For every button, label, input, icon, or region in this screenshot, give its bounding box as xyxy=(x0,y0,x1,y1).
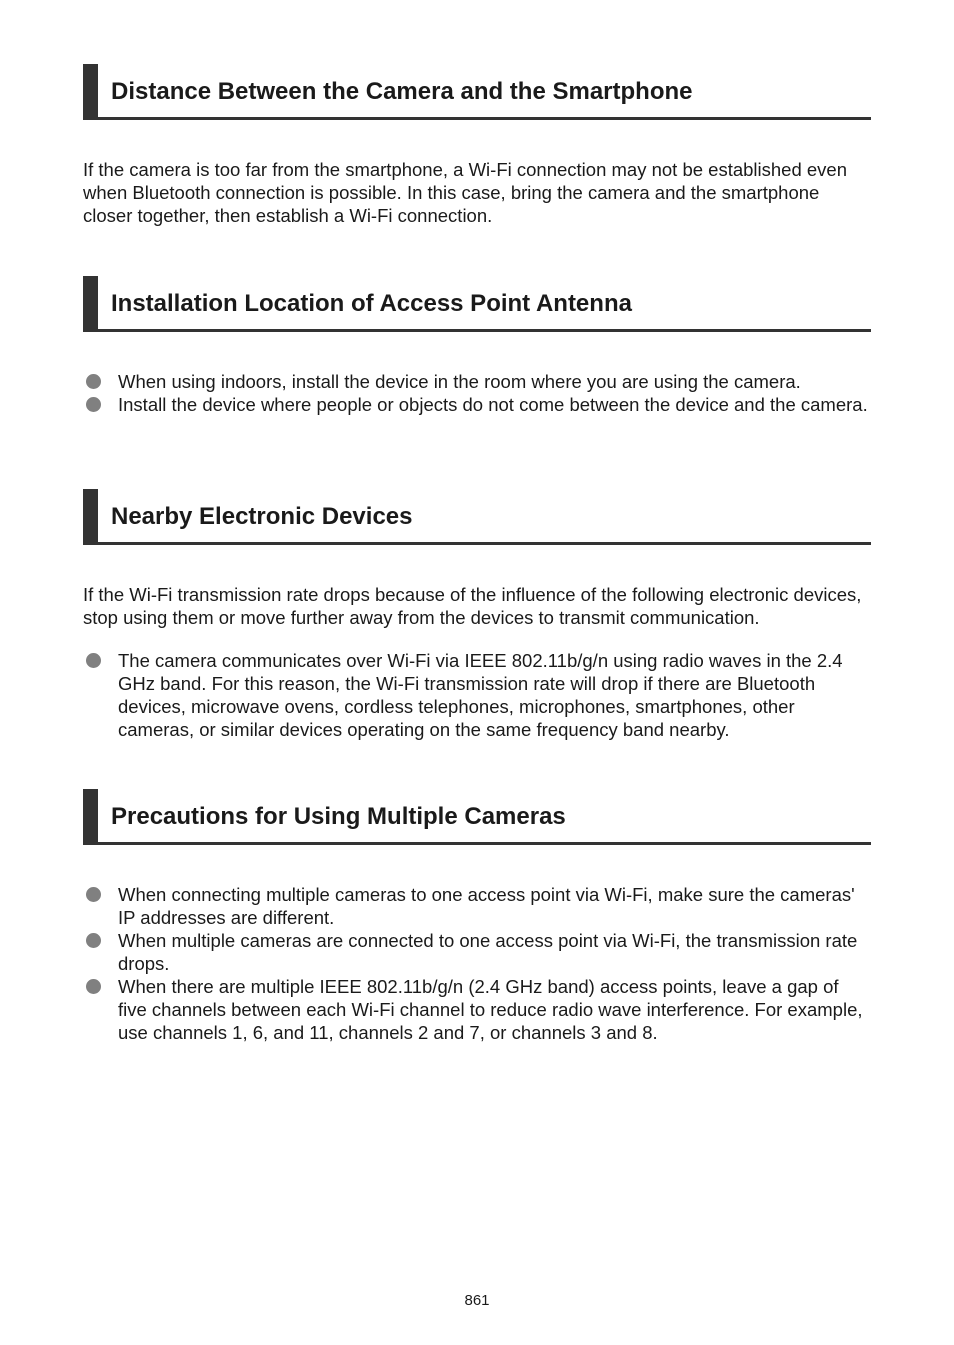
list-item-text: When using indoors, install the device in the room where you are using the camera. xyxy=(118,371,801,392)
list-item xyxy=(83,370,871,393)
section-paragraph: If the camera is too far from the smartphone, a Wi-Fi connection may not be established even when Bluetooth connection is possible. In this case, bring the camera and the smartphone closer together, then establish a Wi-Fi connection. xyxy=(83,159,848,226)
list-item xyxy=(83,393,871,416)
section-title: Installation Location of Access Point Antenna xyxy=(111,290,632,317)
bullet-icon xyxy=(86,374,101,389)
section-title: Distance Between the Camera and the Smartphone xyxy=(111,78,693,105)
section-nearby-devices xyxy=(83,489,871,741)
heading-bar xyxy=(83,64,98,120)
section-heading xyxy=(83,276,871,332)
heading-bar xyxy=(83,276,98,332)
bullet-icon xyxy=(86,653,101,668)
bullet-icon xyxy=(86,933,101,948)
section-heading xyxy=(83,64,871,120)
list-item-text: When there are multiple IEEE 802.11b/g/n (2.4 GHz band) access points, leave a gap of five channels between each Wi-Fi channel to reduce radio wave interference. For example, use channels 1, 6, and 11, channels 2 and 7, or channels 3 and 8. xyxy=(118,976,863,1043)
list-item-text: When multiple cameras are connected to one access point via Wi-Fi, the transmission rate drops. xyxy=(118,930,858,974)
list-item xyxy=(83,929,871,975)
section-title: Nearby Electronic Devices xyxy=(111,503,413,530)
bullet-list xyxy=(83,649,871,741)
section-multiple-cameras xyxy=(83,789,871,1044)
section-heading xyxy=(83,489,871,545)
heading-bar xyxy=(83,789,98,845)
list-item-text: When connecting multiple cameras to one access point via Wi-Fi, make sure the cameras' IP addresses are different. xyxy=(118,884,855,928)
heading-bar xyxy=(83,489,98,545)
bullet-icon xyxy=(86,979,101,994)
section-heading xyxy=(83,789,871,845)
list-item xyxy=(83,975,871,1044)
section-title: Precautions for Using Multiple Cameras xyxy=(111,803,566,830)
bullet-list xyxy=(83,883,871,1044)
section-distance xyxy=(83,64,871,227)
list-item xyxy=(83,649,871,741)
section-paragraph: If the Wi-Fi transmission rate drops because of the influence of the following electronic devices, stop using them or move further away from the devices to transmit communication. xyxy=(83,584,862,628)
bullet-list xyxy=(83,370,871,416)
page-number: 861 xyxy=(464,1292,490,1309)
list-item-text: Install the device where people or objects do not come between the device and the camera. xyxy=(118,394,868,415)
bullet-icon xyxy=(86,887,101,902)
list-item xyxy=(83,883,871,929)
bullet-icon xyxy=(86,397,101,412)
list-item-text: The camera communicates over Wi-Fi via IEEE 802.11b/g/n using radio waves in the 2.4 GHz band. For this reason, the Wi-Fi transmission rate will drop if there are Bluetooth devices, microwave ovens, cordless telephones, microphones, smartphones, other cameras, or similar devices operating on the same frequency band nearby. xyxy=(118,650,843,740)
section-antenna xyxy=(83,276,871,416)
